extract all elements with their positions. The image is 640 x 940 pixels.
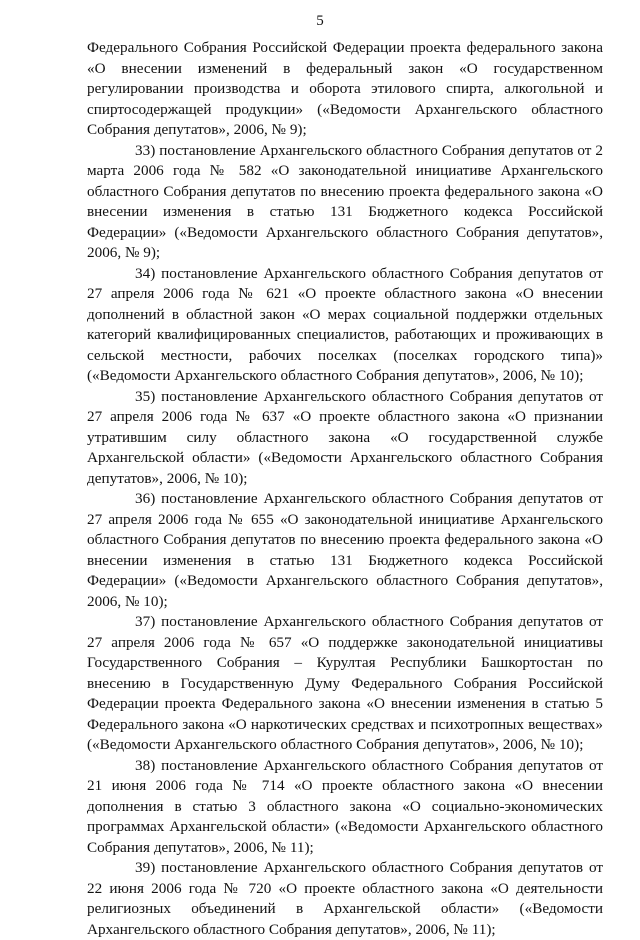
document-body <box>87 38 603 940</box>
paragraph-continuation: Федерального Собрания Российской Федерации проекта федерального закона «О внесении изменений в федеральный закон «О государственном регулировании производства и оборота этилового спирта, алкогольной и спиртосодержащей продукции» («Ведомости Архангельского областного Собрания депутатов», 2006, № 9); <box>87 39 603 138</box>
paragraph-item-39: 39) постановление Архангельского областного Собрания депутатов от 22 июня 2006 года № 720 «О проекте областного закона «О деятельности религиозных объединений в Архангельской области» («Ведомости Архангельского областного Собрания депутатов», 2006, № 11); <box>87 859 603 938</box>
paragraph-item-38: 38) постановление Архангельского областного Собрания депутатов от 21 июня 2006 года № 714 «О проекте областного закона «О внесении дополнения в статью 3 областного закона «О социально-экономических программах Архангельской области» («Ведомости Архангельского областного Собрания депутатов», 2006, № 11); <box>87 756 603 856</box>
paragraph-item-35: 35) постановление Архангельского областного Собрания депутатов от 27 апреля 2006 года № 637 «О проекте областного закона «О признании утратившим силу областного закона «О государственной службе Архангельской области» («Ведомости Архангельского областного Собрания депутатов», 2006, № 10); <box>87 387 603 487</box>
paragraph-item-36: 36) постановление Архангельского областного Собрания депутатов от 27 апреля 2006 года № 655 «О законодательной инициативе Архангельского областного Собрания депутатов по внесению проекта федерального закона «О внесении изменения в статью 131 Бюджетного кодекса Российской Федерации» («Ведомости Архангельского областного Собрания депутатов», 2006, № 10); <box>87 490 603 610</box>
paragraph-item-33: 33) постановление Архангельского областного Собрания депутатов от 2 марта 2006 года № 582 «О законодательной инициативе Архангельского областного Собрания депутатов по внесению проекта федерального закона «О внесении изменения в статью 131 Бюджетного кодекса Российской Федерации» («Ведомости Архангельского областного Собрания депутатов», 2006, № 9); <box>87 141 603 261</box>
paragraph-item-37: 37) постановление Архангельского областного Собрания депутатов от 27 апреля 2006 года № 657 «О поддержке законодательной инициативы Государственного Собрания – Курултая Республики Башкортостан по внесению в Государственную Думу Федерального Собрания Российской Федерации проекта Федерального закона «О внесении изменения в статью 5 Федерального закона «О наркотических средствах и психотропных веществах» («Ведомости Архангельского областного Собрания депутатов», 2006, № 10); <box>87 613 603 753</box>
paragraph-item-34: 34) постановление Архангельского областного Собрания депутатов от 27 апреля 2006 года № 621 «О проекте областного закона «О внесении дополнений в областной закон «О мерах социальной поддержки отдельных категорий квалифицированных специалистов, работающих и проживающих в сельской местности, рабочих поселках (поселках городского типа)» («Ведомости Архангельского областного Собрания депутатов», 2006, № 10); <box>87 264 603 384</box>
page-number: 5 <box>316 13 324 29</box>
